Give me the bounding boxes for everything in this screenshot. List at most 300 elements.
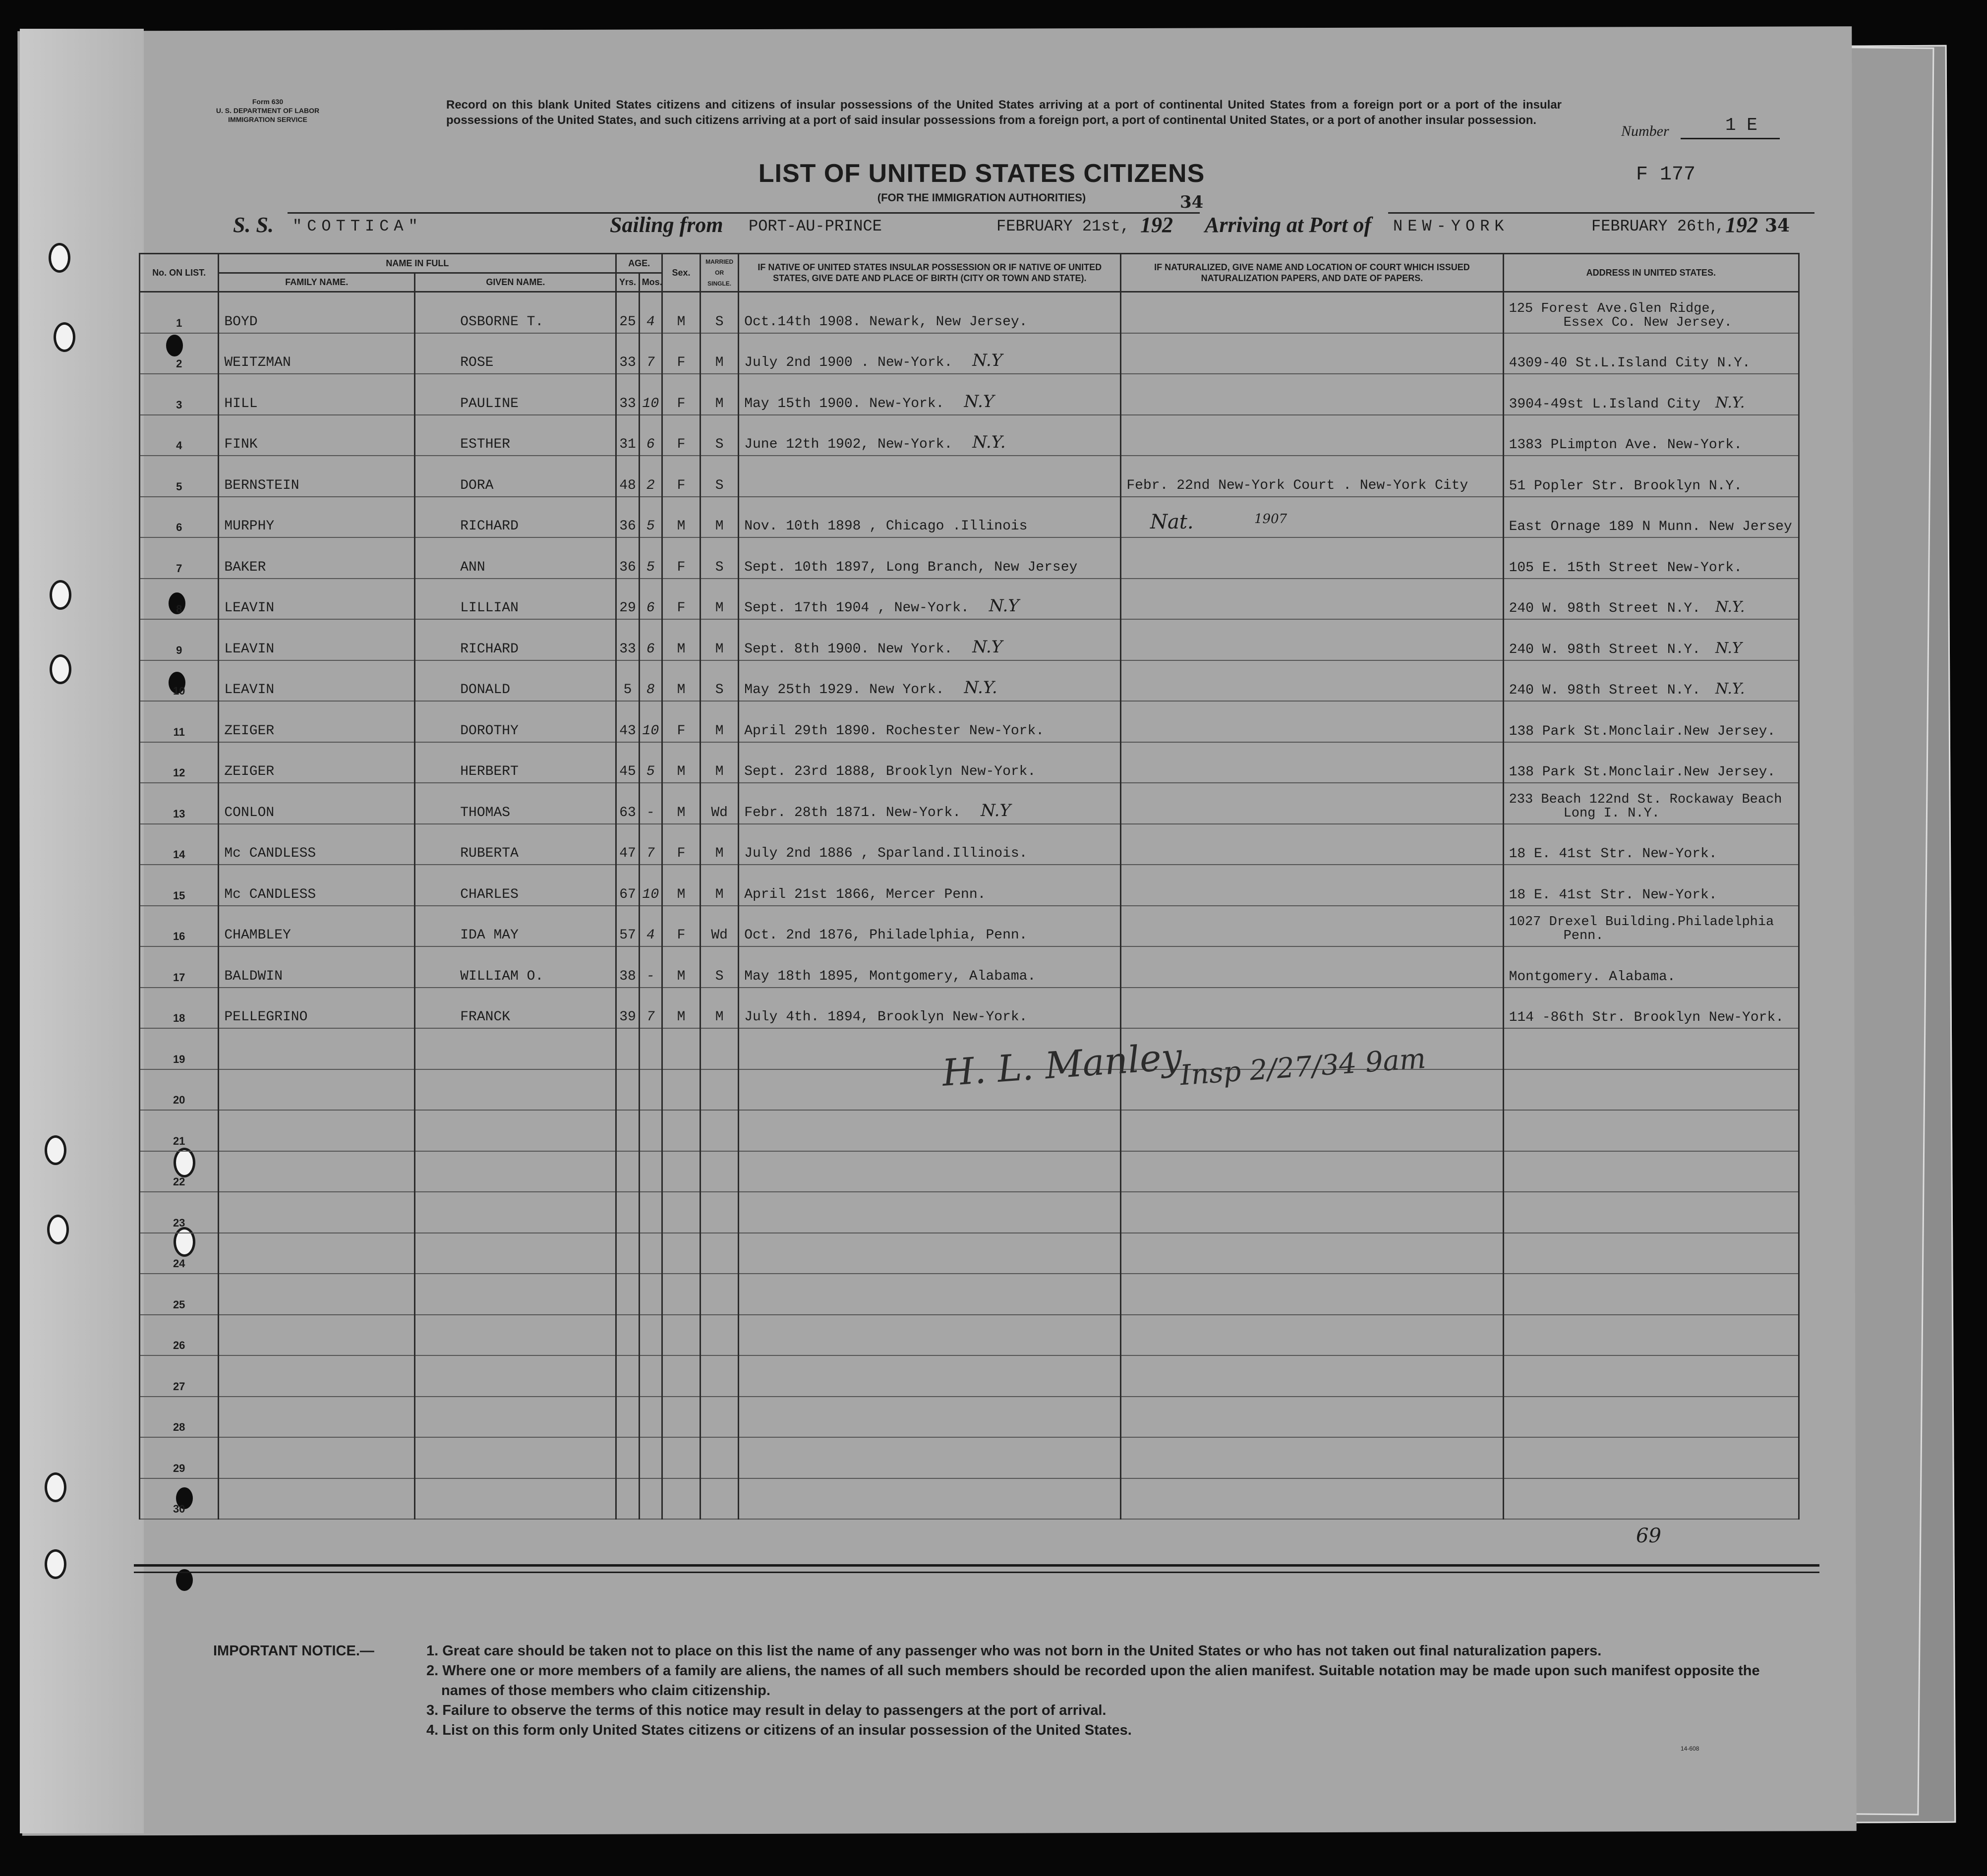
given-name <box>415 1110 616 1151</box>
birth-date-place-text: May 25th 1929. New York. <box>744 682 944 698</box>
family-name <box>219 1437 415 1478</box>
family-name <box>219 865 415 906</box>
handwritten-state: N.Y. <box>1715 394 1745 411</box>
address <box>1503 1069 1799 1111</box>
sex <box>662 1110 700 1151</box>
row-number <box>140 1355 219 1397</box>
row-number <box>140 1274 219 1315</box>
family-name <box>219 1151 415 1192</box>
sex <box>662 660 700 702</box>
row-number-text: 18 <box>173 1012 185 1024</box>
table-row <box>140 1274 1799 1315</box>
row-number-text: 14 <box>173 848 185 861</box>
marital-status <box>701 988 739 1029</box>
naturalization <box>1121 1355 1503 1397</box>
row-number <box>140 783 219 824</box>
address <box>1503 1274 1799 1315</box>
table-row <box>140 1437 1799 1478</box>
punch-hole <box>50 580 71 610</box>
age-months-text: 6 <box>646 437 655 452</box>
given-name <box>415 1274 616 1315</box>
age-months <box>639 1315 662 1356</box>
punch-hole <box>47 1215 69 1244</box>
row-number-text: 19 <box>173 1053 185 1065</box>
address-text: 114 -86th Str. Brooklyn New-York. <box>1509 1010 1784 1025</box>
manifest-rows <box>140 292 1799 1520</box>
birth-date-place <box>739 1192 1121 1233</box>
age-months <box>639 1151 662 1192</box>
row-number <box>140 701 219 742</box>
naturalization <box>1121 660 1503 702</box>
record-instructions: Record on this blank United States citizens and citizens of insular possessions of the United States arriving at a port of continental United States from a foreign port or a port of the insular possessions of the United States, and such citizens arriving at a port of said insular possessions from a foreign port, a port of continental United States, or a port of another insular possession. <box>446 98 1562 127</box>
sex-text: M <box>677 1009 686 1025</box>
age-months <box>639 946 662 988</box>
family-name <box>219 1274 415 1315</box>
form-number: Form 630 <box>252 98 284 106</box>
birth-date-place <box>739 1110 1121 1151</box>
row-number <box>140 946 219 988</box>
given-name-text: ROSE <box>460 355 494 370</box>
table-row <box>140 1110 1799 1151</box>
marital-status <box>701 497 739 538</box>
given-name-text: HERBERT <box>460 764 519 779</box>
sex <box>662 742 700 783</box>
marital-status <box>701 579 739 620</box>
port-from: PORT-AU-PRINCE <box>749 217 882 235</box>
age-months <box>639 374 662 415</box>
address <box>1503 415 1799 456</box>
marital-status-text: S <box>715 437 724 452</box>
col-birthplace-header: IF NATIVE OF UNITED STATES INSULAR POSSESSION OR IF NATIVE OF UNITED STATES, GIVE DATE AND PLACE OF BIRTH (CITY OR TOWN AND STATE). <box>739 254 1121 292</box>
row-number-text: 12 <box>173 766 185 779</box>
sex-text: M <box>677 968 686 984</box>
age-years-text: 33 <box>619 641 636 657</box>
age-months <box>639 292 662 333</box>
family-name-text: LEAVIN <box>224 682 275 698</box>
age-months-text: 5 <box>646 559 655 575</box>
marital-status-text: M <box>715 355 724 370</box>
sex-text: F <box>677 477 686 493</box>
row-number <box>140 1028 219 1069</box>
sex-text: F <box>677 928 686 943</box>
age-years <box>616 1478 639 1520</box>
address <box>1503 1192 1799 1233</box>
sex <box>662 865 700 906</box>
birth-date-place <box>739 415 1121 456</box>
naturalization <box>1121 374 1503 415</box>
row-number <box>140 456 219 497</box>
age-years <box>616 701 639 742</box>
given-name-text: WILLIAM O. <box>460 968 544 984</box>
birth-date-place <box>739 1355 1121 1397</box>
marital-status <box>701 1069 739 1111</box>
marital-status-text: M <box>715 600 724 616</box>
row-number <box>140 988 219 1029</box>
address <box>1503 619 1799 660</box>
age-months-text: 10 <box>642 723 659 739</box>
table-row <box>140 824 1799 865</box>
address <box>1503 1233 1799 1274</box>
inspector-signature: H. L. Manley <box>940 1035 1183 1095</box>
age-months <box>639 1110 662 1151</box>
marital-status-text: M <box>715 723 724 739</box>
birth-date-place <box>739 1274 1121 1315</box>
address-text: 240 W. 98th Street N.Y. <box>1509 601 1701 616</box>
naturalization <box>1121 1233 1503 1274</box>
birth-date-place <box>739 1478 1121 1520</box>
birth-date-place-text: July 2nd 1900 . New-York. <box>744 355 953 370</box>
sex <box>662 1028 700 1069</box>
handwritten-state: N.Y <box>1715 639 1742 657</box>
sex <box>662 988 700 1029</box>
given-name <box>415 415 616 456</box>
table-row <box>140 456 1799 497</box>
address <box>1503 946 1799 988</box>
marital-status <box>701 1478 739 1520</box>
row-number <box>140 374 219 415</box>
age-years <box>616 946 639 988</box>
marital-status-text: M <box>715 519 724 534</box>
age-months-text: 7 <box>646 846 655 861</box>
family-name-text: CONLON <box>224 805 275 821</box>
age-years <box>616 415 639 456</box>
family-name-text: BALDWIN <box>224 968 283 984</box>
sex <box>662 333 700 374</box>
given-name-text: DORA <box>460 477 494 493</box>
row-number-text: 20 <box>173 1094 185 1106</box>
given-name <box>415 824 616 865</box>
row-number <box>140 1151 219 1192</box>
family-name-text: Mc CANDLESS <box>224 886 316 902</box>
manifest-table <box>139 253 1800 1520</box>
address-text: 1383 PLimpton Ave. New-York. <box>1509 437 1743 453</box>
row-number <box>140 1110 219 1151</box>
sex <box>662 1069 700 1111</box>
age-years <box>616 1028 639 1069</box>
marital-status <box>701 1028 739 1069</box>
age-months <box>639 660 662 702</box>
birth-date-place <box>739 579 1121 620</box>
marital-status-text: M <box>715 846 724 861</box>
age-months-text: - <box>646 968 655 984</box>
marital-status <box>701 1151 739 1192</box>
age-years-text: 29 <box>619 600 636 616</box>
page-title: LIST OF UNITED STATES CITIZENS <box>758 159 1205 188</box>
age-months-text: 5 <box>646 519 655 534</box>
row-number-text: 7 <box>176 562 182 575</box>
sex-text: F <box>677 559 686 575</box>
ship-name: "COTTICA" <box>292 217 423 235</box>
age-years <box>616 1110 639 1151</box>
punch-hole <box>49 243 70 273</box>
row-number-text: 25 <box>173 1298 185 1311</box>
given-name-text: DONALD <box>460 682 511 698</box>
given-name-text: RICHARD <box>460 519 519 534</box>
sex-text: F <box>677 355 686 370</box>
naturalization <box>1121 988 1503 1029</box>
family-name <box>219 537 415 579</box>
notice-label: IMPORTANT NOTICE.— <box>213 1643 374 1659</box>
given-name <box>415 1437 616 1478</box>
naturalization <box>1121 1192 1503 1233</box>
age-years <box>616 374 639 415</box>
sex <box>662 1233 700 1274</box>
naturalization <box>1121 1151 1503 1192</box>
address-line-2: Penn. <box>1563 929 1604 943</box>
marital-status <box>701 292 739 333</box>
family-name-text: Mc CANDLESS <box>224 846 316 861</box>
birth-date-place <box>739 660 1121 702</box>
address <box>1503 1355 1799 1397</box>
year-prefix-1: 192 <box>1140 213 1173 237</box>
family-name <box>219 1110 415 1151</box>
row-number <box>140 1192 219 1233</box>
age-years <box>616 660 639 702</box>
age-months <box>639 824 662 865</box>
age-years <box>616 537 639 579</box>
given-name-text: RICHARD <box>460 641 519 657</box>
given-name-text: OSBORNE T. <box>460 314 544 330</box>
number-label: Number <box>1621 123 1669 139</box>
family-name <box>219 1028 415 1069</box>
age-years-text: 36 <box>619 519 636 534</box>
birth-date-place <box>739 988 1121 1029</box>
naturalization <box>1121 456 1503 497</box>
form-code: 14-608 <box>1681 1745 1699 1752</box>
naturalization <box>1121 1397 1503 1438</box>
punch-hole <box>45 1472 66 1502</box>
birth-date-place-text: Sept. 23rd 1888, Brooklyn New-York. <box>744 764 1036 779</box>
year-1-handwritten: 34 <box>1180 192 1204 212</box>
age-years-text: 31 <box>619 437 636 452</box>
row-number-text: 2 <box>176 357 182 370</box>
sex <box>662 1274 700 1315</box>
age-months <box>639 1028 662 1069</box>
sex-text: F <box>677 437 686 452</box>
naturalization <box>1121 1110 1503 1151</box>
given-name <box>415 1478 616 1520</box>
given-name-text: CHARLES <box>460 886 519 902</box>
age-months <box>639 865 662 906</box>
given-name-text: DOROTHY <box>460 723 519 739</box>
marital-status-text: M <box>715 641 724 657</box>
birth-date-place-text: April 29th 1890. Rochester New-York. <box>744 723 1045 739</box>
address <box>1503 783 1799 824</box>
given-name <box>415 1192 616 1233</box>
address-text: 3904-49st L.Island City <box>1509 396 1701 412</box>
family-name-text: PELLEGRINO <box>224 1009 308 1025</box>
marital-status <box>701 333 739 374</box>
family-name <box>219 1397 415 1438</box>
age-years <box>616 906 639 947</box>
age-years-text: 45 <box>619 764 636 779</box>
sex <box>662 579 700 620</box>
birth-date-place-text: April 21st 1866, Mercer Penn. <box>744 886 986 902</box>
birth-date-place <box>739 619 1121 660</box>
sex-text: M <box>677 641 686 657</box>
age-years-text: 39 <box>619 1009 636 1025</box>
age-years <box>616 497 639 538</box>
row-number <box>140 415 219 456</box>
ss-label: S. S. <box>233 213 274 237</box>
table-row <box>140 1478 1799 1520</box>
row-number <box>140 865 219 906</box>
col-given-header: GIVEN NAME. <box>415 273 616 292</box>
row-number-text: 26 <box>173 1339 185 1351</box>
given-name <box>415 1355 616 1397</box>
marital-status-text: S <box>715 477 724 493</box>
family-name <box>219 783 415 824</box>
row-number-text: 17 <box>173 971 185 984</box>
sex-text: F <box>677 600 686 616</box>
marital-status <box>701 374 739 415</box>
address-text: 233 Beach 122nd St. Rockaway Beach <box>1509 792 1782 807</box>
age-years <box>616 619 639 660</box>
row-number-text: 13 <box>173 807 185 820</box>
table-row <box>140 906 1799 947</box>
col-name-header: NAME IN FULL <box>219 254 616 273</box>
port-from-underline <box>744 212 1200 214</box>
row-number <box>140 497 219 538</box>
family-name <box>219 1233 415 1274</box>
address <box>1503 660 1799 702</box>
marital-status <box>701 783 739 824</box>
family-name <box>219 1478 415 1520</box>
age-years <box>616 742 639 783</box>
age-months-text: 4 <box>646 928 655 943</box>
age-months <box>639 742 662 783</box>
birth-date-place-text: Oct. 2nd 1876, Philadelphia, Penn. <box>744 928 1028 943</box>
birth-date-place-text: June 12th 1902, New-York. <box>744 437 953 452</box>
address <box>1503 824 1799 865</box>
age-years-text: 63 <box>619 805 636 821</box>
address <box>1503 701 1799 742</box>
birth-date-place-text: July 4th. 1894, Brooklyn New-York. <box>744 1009 1028 1025</box>
family-name-text: FINK <box>224 437 258 452</box>
row-number <box>140 824 219 865</box>
age-months-text: 2 <box>646 477 655 493</box>
marital-status-text: M <box>715 396 724 411</box>
given-name-text: THOMAS <box>460 805 511 821</box>
handwritten-state: N.Y <box>972 351 1003 370</box>
col-family-header: FAMILY NAME. <box>219 273 415 292</box>
table-row <box>140 946 1799 988</box>
age-months <box>639 783 662 824</box>
family-name <box>219 579 415 620</box>
naturalization <box>1121 906 1503 947</box>
row-number-text: 16 <box>173 930 185 942</box>
footer-rule <box>134 1564 1819 1573</box>
given-name <box>415 742 616 783</box>
naturalization <box>1121 1437 1503 1478</box>
family-name <box>219 1069 415 1111</box>
address-line-2: Essex Co. New Jersey. <box>1563 315 1732 330</box>
marital-status <box>701 824 739 865</box>
col-age-header: AGE. <box>616 254 662 273</box>
table-row <box>140 537 1799 579</box>
age-years <box>616 1355 639 1397</box>
address <box>1503 292 1799 333</box>
number-underline <box>1681 138 1780 139</box>
handwritten-state: N.Y <box>964 391 994 411</box>
row-number <box>140 742 219 783</box>
row-number <box>140 1233 219 1274</box>
family-name <box>219 619 415 660</box>
age-years <box>616 1192 639 1233</box>
table-row <box>140 1192 1799 1233</box>
age-months <box>639 456 662 497</box>
row-number <box>140 333 219 374</box>
arriving-label: Arriving at Port of <box>1205 213 1372 237</box>
age-years <box>616 988 639 1029</box>
col-address-header: ADDRESS IN UNITED STATES. <box>1503 254 1799 292</box>
family-name-text: MURPHY <box>224 519 275 534</box>
birth-date-place <box>739 865 1121 906</box>
sex <box>662 415 700 456</box>
sex-text: F <box>677 846 686 861</box>
address <box>1503 579 1799 620</box>
family-name <box>219 988 415 1029</box>
naturalization <box>1121 1315 1503 1356</box>
row-number-text: 9 <box>176 644 182 656</box>
birth-date-place <box>739 1151 1121 1192</box>
sex <box>662 537 700 579</box>
family-name <box>219 660 415 702</box>
sex <box>662 1397 700 1438</box>
given-name <box>415 619 616 660</box>
birth-date-place <box>739 374 1121 415</box>
sex <box>662 824 700 865</box>
given-name <box>415 1397 616 1438</box>
table-row <box>140 333 1799 374</box>
address-text: 138 Park St.Monclair.New Jersey. <box>1509 764 1776 780</box>
row-number-text: 27 <box>173 1380 185 1393</box>
marital-status <box>701 1233 739 1274</box>
age-months-text: 4 <box>646 314 655 330</box>
age-years-text: 33 <box>619 355 636 370</box>
address <box>1503 1437 1799 1478</box>
sex <box>662 1437 700 1478</box>
family-name <box>219 701 415 742</box>
sex-text: M <box>677 519 686 534</box>
age-months-text: 7 <box>646 355 655 370</box>
family-name <box>219 1355 415 1397</box>
given-name <box>415 374 616 415</box>
family-name-text: WEITZMAN <box>224 355 291 370</box>
naturalization <box>1121 1478 1503 1520</box>
address <box>1503 374 1799 415</box>
birth-date-place <box>739 292 1121 333</box>
notice-item: 3. Failure to observe the terms of this notice may result in delay to passengers at the port of arrival. <box>426 1702 1107 1718</box>
col-yrs-header: Yrs. <box>616 273 639 292</box>
sex <box>662 946 700 988</box>
table-row <box>140 1233 1799 1274</box>
address <box>1503 1110 1799 1151</box>
birth-date-place <box>739 333 1121 374</box>
age-years-text: 43 <box>619 723 636 739</box>
age-months-text: 6 <box>646 600 655 616</box>
given-name <box>415 988 616 1029</box>
naturalized-handwritten-year: 1907 <box>1254 512 1287 527</box>
marital-status <box>701 906 739 947</box>
binding-margin <box>20 29 144 1833</box>
age-months <box>639 1069 662 1111</box>
age-years-text: 38 <box>619 968 636 984</box>
address-text: 51 Popler Str. Brooklyn N.Y. <box>1509 478 1743 494</box>
given-name <box>415 456 616 497</box>
table-row <box>140 1151 1799 1192</box>
address <box>1503 333 1799 374</box>
